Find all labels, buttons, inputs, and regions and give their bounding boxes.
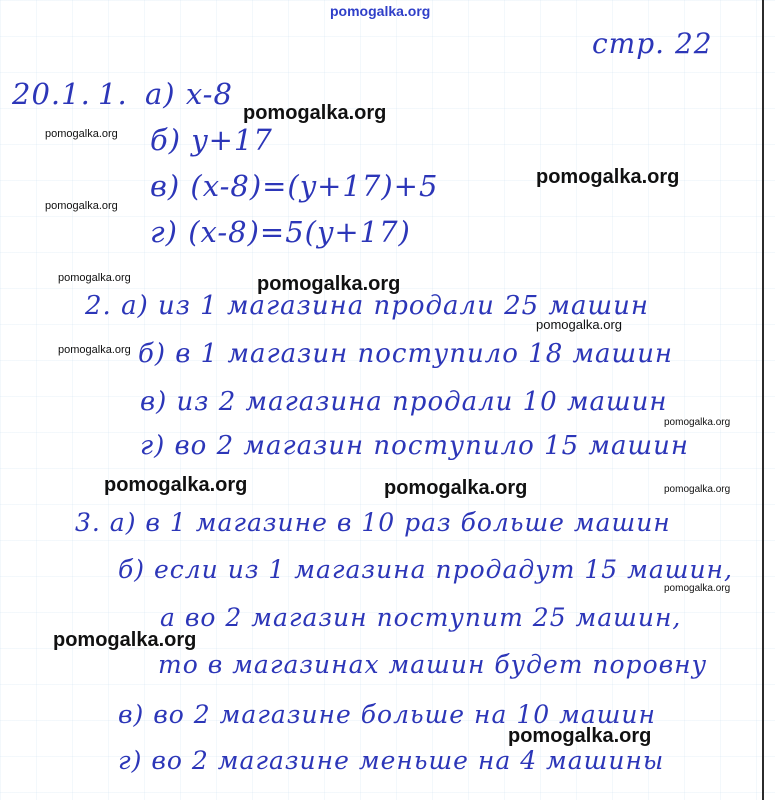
watermark: pomogalka.org <box>45 200 118 212</box>
task2-a: 2. а) из 1 магазина продали 25 машин <box>85 291 649 321</box>
watermark: pomogalka.org <box>384 477 528 499</box>
watermark: pomogalka.org <box>664 484 731 495</box>
task3-b-line3: то в магазинах машин будет поровну <box>158 650 708 679</box>
watermark: pomogalka.org <box>664 417 731 428</box>
task1-v: в) (x-8)=(y+17)+5 <box>150 169 439 203</box>
watermark: pomogalka.org <box>257 273 401 295</box>
watermark: pomogalka.org <box>104 474 248 496</box>
task2-b: б) в 1 магазин поступило 18 машин <box>138 339 674 369</box>
exercise-number: 20.1. <box>12 77 91 111</box>
watermark: pomogalka.org <box>664 583 731 594</box>
task2-g: г) во 2 магазин поступило 15 машин <box>140 431 689 461</box>
watermark: pomogalka.org <box>58 344 131 356</box>
watermark: pomogalka.org <box>243 102 387 124</box>
watermark: pomogalka.org <box>53 629 197 651</box>
task1-number: 1. <box>98 77 128 111</box>
task3-b-line2: а во 2 магазин поступит 25 машин, <box>160 603 682 632</box>
margin-line <box>762 0 764 800</box>
watermark: pomogalka.org <box>536 317 622 332</box>
task1-g: г) (x-8)=5(y+17) <box>150 215 411 249</box>
task1-b: б) y+17 <box>150 123 273 157</box>
page-number: стр. 22 <box>592 27 713 60</box>
watermark: pomogalka.org <box>45 128 118 140</box>
task3-b-line1: б) если из 1 магазина продадут 15 машин, <box>118 555 733 584</box>
watermark: pomogalka.org <box>536 166 680 188</box>
watermark: pomogalka.org <box>508 725 652 747</box>
task3-v: в) во 2 магазине больше на 10 машин <box>118 700 656 729</box>
watermark: pomogalka.org <box>58 272 131 284</box>
task3-a: 3. а) в 1 магазине в 10 раз больше машин <box>75 508 671 537</box>
task2-v: в) из 2 магазина продали 10 машин <box>140 387 668 417</box>
site-watermark-top: pomogalka.org <box>330 3 431 19</box>
task3-g: г) во 2 магазине меньше на 4 машины <box>118 746 665 775</box>
task1-a: а) x-8 <box>145 77 233 111</box>
